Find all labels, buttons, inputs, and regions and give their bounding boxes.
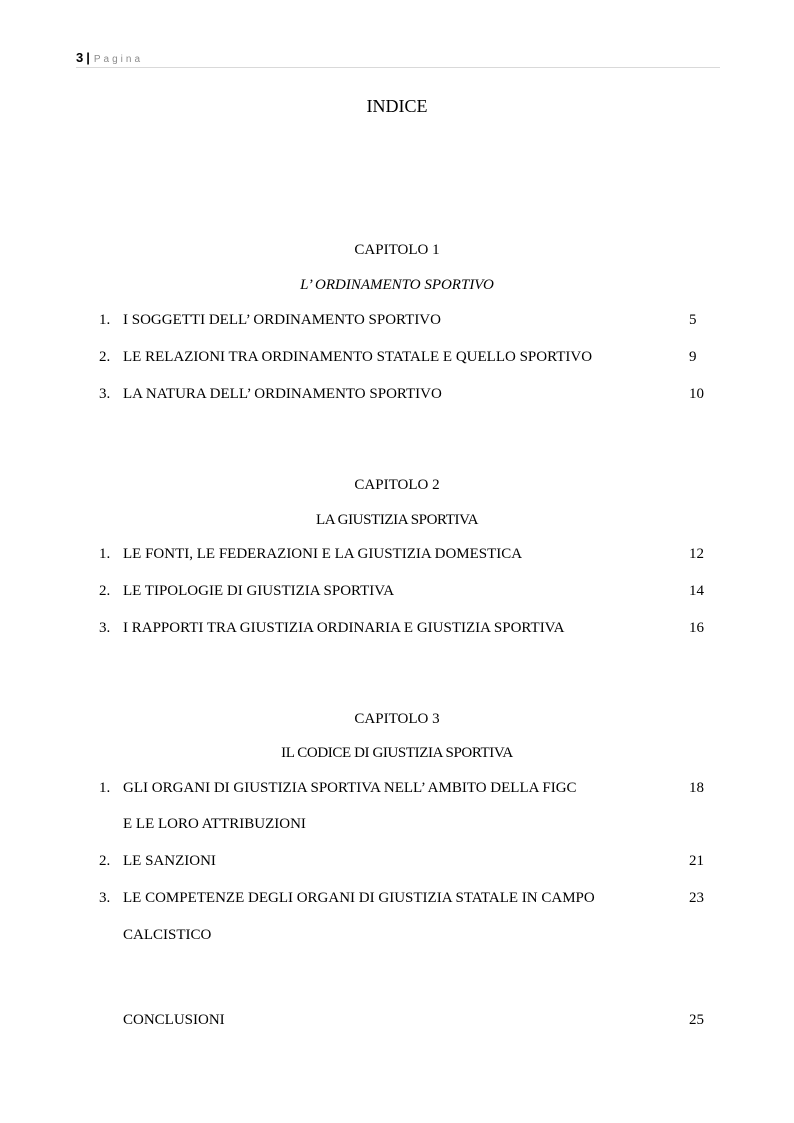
chapter-2-heading: CAPITOLO 2 [354, 477, 440, 493]
toc-entry-title[interactable]: LE FONTI, LE FEDERAZIONI E LA GIUSTIZIA DOMESTICA [123, 546, 523, 562]
toc-entry-number: 1. [99, 312, 111, 328]
toc-entry-number: 3. [99, 386, 111, 402]
toc-entry-title-continuation[interactable]: E LE LORO ATTRIBUZIONI [123, 816, 306, 832]
toc-conclusion-title[interactable]: CONCLUSIONI [123, 1012, 225, 1028]
toc-entry-page: 21 [689, 853, 704, 869]
header-label: Pagina [93, 54, 144, 65]
toc-entry-title[interactable]: GLI ORGANI DI GIUSTIZIA SPORTIVA NELL’ AMBITO DELLA FIGC [123, 780, 577, 796]
toc-entry-number: 1. [99, 546, 111, 562]
toc-entry-title[interactable]: LE TIPOLOGIE DI GIUSTIZIA SPORTIVA [123, 583, 395, 599]
toc-entry-number: 2. [99, 853, 111, 869]
header-separator: | [86, 50, 90, 65]
toc-entry-page: 18 [689, 780, 704, 796]
toc-entry-number: 3. [99, 890, 111, 906]
page-title: INDICE [366, 96, 428, 116]
toc-entry-page: 5 [689, 312, 697, 328]
toc-conclusion-page: 25 [689, 1012, 704, 1028]
toc-entry-page: 23 [689, 890, 704, 906]
toc-entry-title[interactable]: LE SANZIONI [123, 853, 216, 869]
chapter-3-subtitle: IL CODICE DI GIUSTIZIA SPORTIVA [281, 745, 513, 761]
toc-entry-page: 14 [689, 583, 704, 599]
chapter-2-subtitle: LA GIUSTIZIA SPORTIVA [315, 512, 479, 528]
toc-entry-page: 12 [689, 546, 704, 562]
toc-entry-number: 2. [99, 583, 111, 599]
toc-entry-title[interactable]: LE RELAZIONI TRA ORDINAMENTO STATALE E QUELLO SPORTIVO [123, 349, 593, 365]
toc-entry-number: 2. [99, 349, 111, 365]
header-page-number: 3 [76, 50, 84, 65]
toc-entry-number: 1. [99, 780, 111, 796]
toc-entry-page: 16 [689, 620, 704, 636]
chapter-1-heading: CAPITOLO 1 [354, 242, 440, 258]
toc-entry-page: 9 [689, 349, 697, 365]
toc-entry-number: 3. [99, 620, 111, 636]
toc-entry-title[interactable]: I SOGGETTI DELL’ ORDINAMENTO SPORTIVO [123, 312, 441, 328]
toc-entry-title-continuation[interactable]: CALCISTICO [123, 927, 212, 943]
chapter-1-subtitle: L’ ORDINAMENTO SPORTIVO [300, 277, 494, 293]
page-header [76, 49, 720, 68]
toc-entry-title[interactable]: LA NATURA DELL’ ORDINAMENTO SPORTIVO [123, 386, 442, 402]
toc-entry-title[interactable]: I RAPPORTI TRA GIUSTIZIA ORDINARIA E GIUSTIZIA SPORTIVA [123, 620, 565, 636]
chapter-3-heading: CAPITOLO 3 [354, 711, 440, 727]
toc-entry-title[interactable]: LE COMPETENZE DEGLI ORGANI DI GIUSTIZIA STATALE IN CAMPO [123, 890, 595, 906]
toc-entry-page: 10 [689, 386, 704, 402]
